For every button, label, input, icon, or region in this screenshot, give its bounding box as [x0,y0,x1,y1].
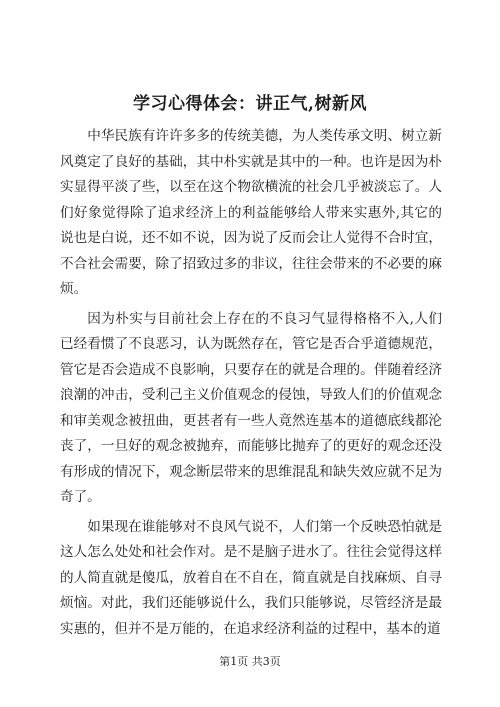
paragraph-1: 中华民族有许许多多的传统美德，为人类传承文明、树立新风奠定了良好的基础，其中朴实就是其中的一种。也许是因为朴实显得平淡了些，以至在这个物欲横流的社会几乎被淡忘了。人们好象觉得除了追求经济上的利益能够给人带来实惠外,其它的说也是白说，还不如不说，因为说了反而会让人觉得不合时宜，不合社会需要，除了招致过多的非议，往往会带来的不必要的麻烦。 [60,128,442,297]
paragraph-2: 因为朴实与目前社会上存在的不良习气显得格格不入,人们已经看惯了不良恶习，认为既然存在，管它是否合乎道德规范，管它是否会造成不良影响，只要存在的就是合理的。伴随着经济浪潮的冲击，受利己主义价值观念的侵蚀，导致人们的价值观念和审美观念被扭曲，更甚者有一些人竟然连基本的道德底线都沦丧了，一旦好的观念被抛弃，而能够比抛弃了的更好的观念还没有形成的情况下，观念断层带来的思维混乱和缺失效应就不足为奇了。 [60,310,442,505]
document-title: 学习心得体会：讲正气,树新风 [133,94,367,114]
page-footer: 第1页 共3页 [219,655,281,668]
document-body [60,124,442,642]
paragraph-3: 如果现在谁能够对不良风气说不，人们第一个反映恐怕就是这人怎么处处和社会作对。是不是脑子进水了。往往会觉得这样的人简直就是傻瓜，放着自在不自在，简直就是自找麻烦、自寻烦恼。对此，我们还能够说什么，我们只能够说，尽管经济是最实惠的，但并不是万能的，在追求经济利益的过程中，基本的道 [60,518,442,637]
